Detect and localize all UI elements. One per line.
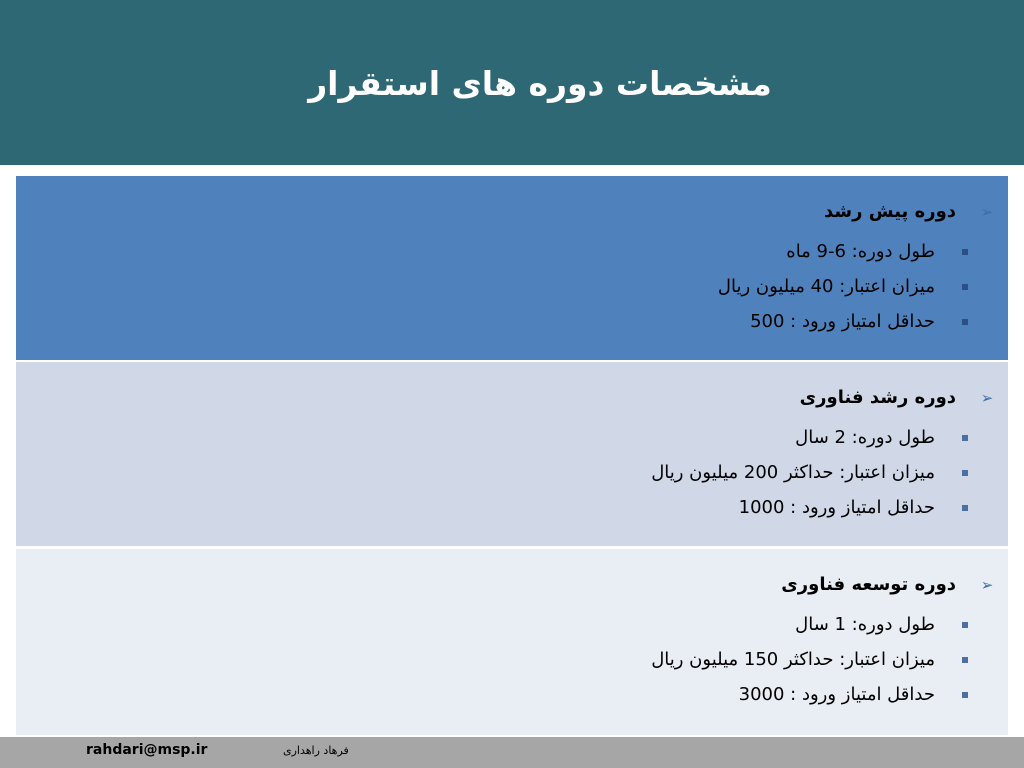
course-details-list xyxy=(718,234,968,339)
list-item xyxy=(651,490,968,525)
arrow-bullet-icon: ➢ xyxy=(980,575,994,594)
course-title: دوره رشد فناوری xyxy=(799,387,956,408)
list-item xyxy=(651,455,968,490)
footer-author: فرهاد راهداری xyxy=(283,744,349,757)
course-title: دوره پیش رشد xyxy=(824,201,956,222)
list-item xyxy=(651,677,968,712)
slide-title: مشخصات دوره های استقرار xyxy=(308,64,772,103)
list-item xyxy=(651,642,968,677)
square-bullet-icon xyxy=(962,284,968,290)
square-bullet-icon xyxy=(962,470,968,476)
detail-text: حداقل امتیاز ورود : 3000 xyxy=(738,684,935,705)
course-heading xyxy=(824,201,998,222)
arrow-bullet-icon: ➢ xyxy=(980,202,994,221)
courses-table xyxy=(16,176,1008,735)
arrow-bullet-icon: ➢ xyxy=(980,388,994,407)
square-bullet-icon xyxy=(962,505,968,511)
course-row-tech-development xyxy=(16,549,1008,735)
detail-text: حداقل امتیاز ورود : 500 xyxy=(750,311,935,332)
course-heading xyxy=(781,574,998,595)
detail-text: طول دوره: 1 سال xyxy=(795,614,935,635)
course-title: دوره توسعه فناوری xyxy=(781,574,956,595)
square-bullet-icon xyxy=(962,692,968,698)
detail-text: حداقل امتیاز ورود : 1000 xyxy=(738,497,935,518)
detail-text: میزان اعتبار: حداکثر 150 میلیون ریال xyxy=(651,649,935,670)
list-item xyxy=(651,607,968,642)
detail-text: طول دوره: 6-9 ماه xyxy=(786,241,935,262)
course-row-pre-incubation xyxy=(16,176,1008,360)
square-bullet-icon xyxy=(962,319,968,325)
list-item xyxy=(651,420,968,455)
slide-footer xyxy=(0,737,1024,768)
footer-email: rahdari@msp.ir xyxy=(86,742,208,758)
list-item xyxy=(718,269,968,304)
course-row-tech-incubation xyxy=(16,362,1008,546)
list-item xyxy=(718,304,968,339)
detail-text: طول دوره: 2 سال xyxy=(795,427,935,448)
course-details-list xyxy=(651,607,968,712)
detail-text: میزان اعتبار: 40 میلیون ریال xyxy=(717,276,935,297)
course-heading xyxy=(800,387,998,408)
square-bullet-icon xyxy=(962,657,968,663)
list-item xyxy=(718,234,968,269)
course-details-list xyxy=(651,420,968,525)
slide-header xyxy=(0,0,1024,165)
square-bullet-icon xyxy=(962,622,968,628)
detail-text: میزان اعتبار: حداکثر 200 میلیون ریال xyxy=(651,462,935,483)
square-bullet-icon xyxy=(962,435,968,441)
square-bullet-icon xyxy=(962,249,968,255)
